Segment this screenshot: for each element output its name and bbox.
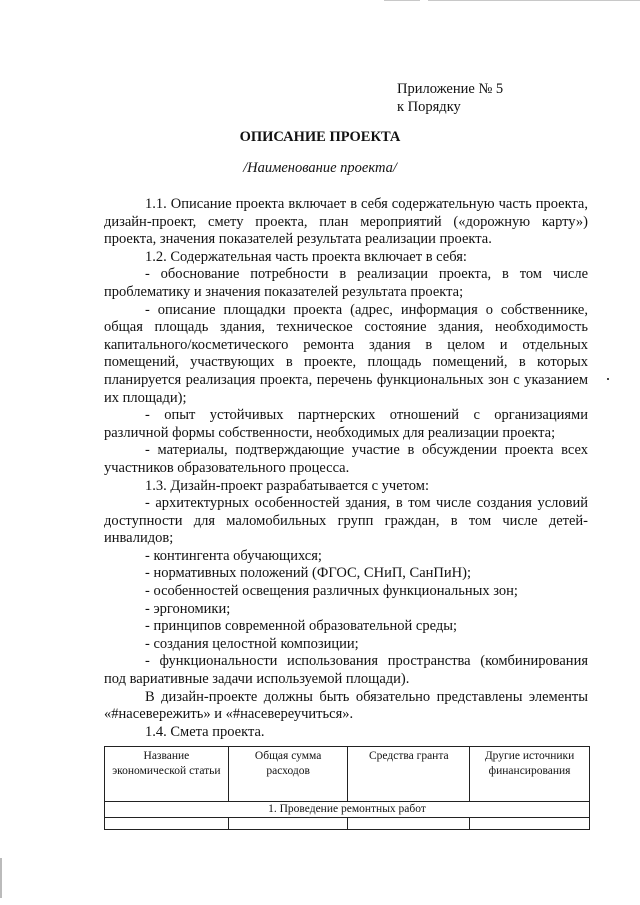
list-item: - архитектурных особенностей здания, в том числе создания условий доступности для маломобильных групп граждан, в том числе детей-инвалидов; xyxy=(104,495,588,547)
budget-table xyxy=(104,746,590,830)
column-header: Общая сумма расходов xyxy=(228,747,348,802)
list-item: - описание площадки проекта (адрес, информация о собственнике, общая площадь здания, техническое состояние здания, необходимость капитального/косметического ремонта здания в целом и отдельных помещений, участвующих в проекте, площадь помещений, в которых планируется реализация проекта, перечень функциональных зон с указанием их площади); xyxy=(104,301,588,406)
list-item: - эргономики; xyxy=(145,600,231,617)
scan-artifact-line xyxy=(384,0,420,1)
section-title: 1. Проведение ремонтных работ xyxy=(105,802,590,818)
document-body xyxy=(104,196,588,741)
list-item: - принципов современной образовательной среды; xyxy=(145,618,457,635)
list-item: - особенностей освещения различных функциональных зон; xyxy=(145,583,518,600)
table-cell xyxy=(348,818,470,830)
paragraph: 1.2. Содержательная часть проекта включает в себя: xyxy=(145,248,467,265)
table-cell xyxy=(105,818,229,830)
list-item: - материалы, подтверждающие участие в обсуждении проекта всех участников образовательного процесса. xyxy=(104,442,588,476)
table-cell xyxy=(470,818,590,830)
scan-artifact-line xyxy=(428,0,640,1)
document-title: ОПИСАНИЕ ПРОЕКТА xyxy=(239,129,401,145)
list-item: - функциональности использования пространства (комбинирования под вариативные задачи используемой площади). xyxy=(104,653,588,688)
paragraph: 1.4. Смета проекта. xyxy=(145,723,265,740)
paragraph: В дизайн-проекте должны быть обязательно представлены элементы «#насевережить» и «#насевереучиться». xyxy=(104,688,588,723)
list-item: - обоснование потребности в реализации проекта, в том числе проблематику и значения показателей результата проекта; xyxy=(104,266,588,300)
column-header: Другие источники финансирования xyxy=(470,747,590,802)
scan-dot xyxy=(607,378,609,380)
paragraph: 1.1. Описание проекта включает в себя содержательную часть проекта, дизайн-проект, смету проекта, план мероприятий («дорожную карту») проекта, значения показателей результата реализации проекта. xyxy=(104,196,588,248)
table-cell xyxy=(228,818,348,830)
table-header-row xyxy=(105,747,590,802)
paragraph: 1.3. Дизайн-проект разрабатывается с учетом: xyxy=(145,477,429,494)
list-item: - нормативных положений (ФГОС, СНиП, СанПиН); xyxy=(145,565,471,582)
list-item: - опыт устойчивых партнерских отношений с организациями различной формы собственности, необходимых для реализации проекта; xyxy=(104,407,588,441)
appendix-reference: к Порядку xyxy=(397,99,461,115)
scan-edge-mark xyxy=(0,858,2,898)
project-name-placeholder: /Наименование проекта/ xyxy=(243,160,397,176)
column-header: Средства гранта xyxy=(348,747,470,802)
appendix-number: Приложение № 5 xyxy=(397,81,504,97)
list-item: - контингента обучающихся; xyxy=(145,547,322,564)
appendix-note xyxy=(397,80,503,116)
table-row xyxy=(105,818,590,830)
list-item: - создания целостной композиции; xyxy=(145,635,359,652)
column-header: Название экономической статьи xyxy=(105,747,229,802)
table-section-row xyxy=(105,802,590,818)
